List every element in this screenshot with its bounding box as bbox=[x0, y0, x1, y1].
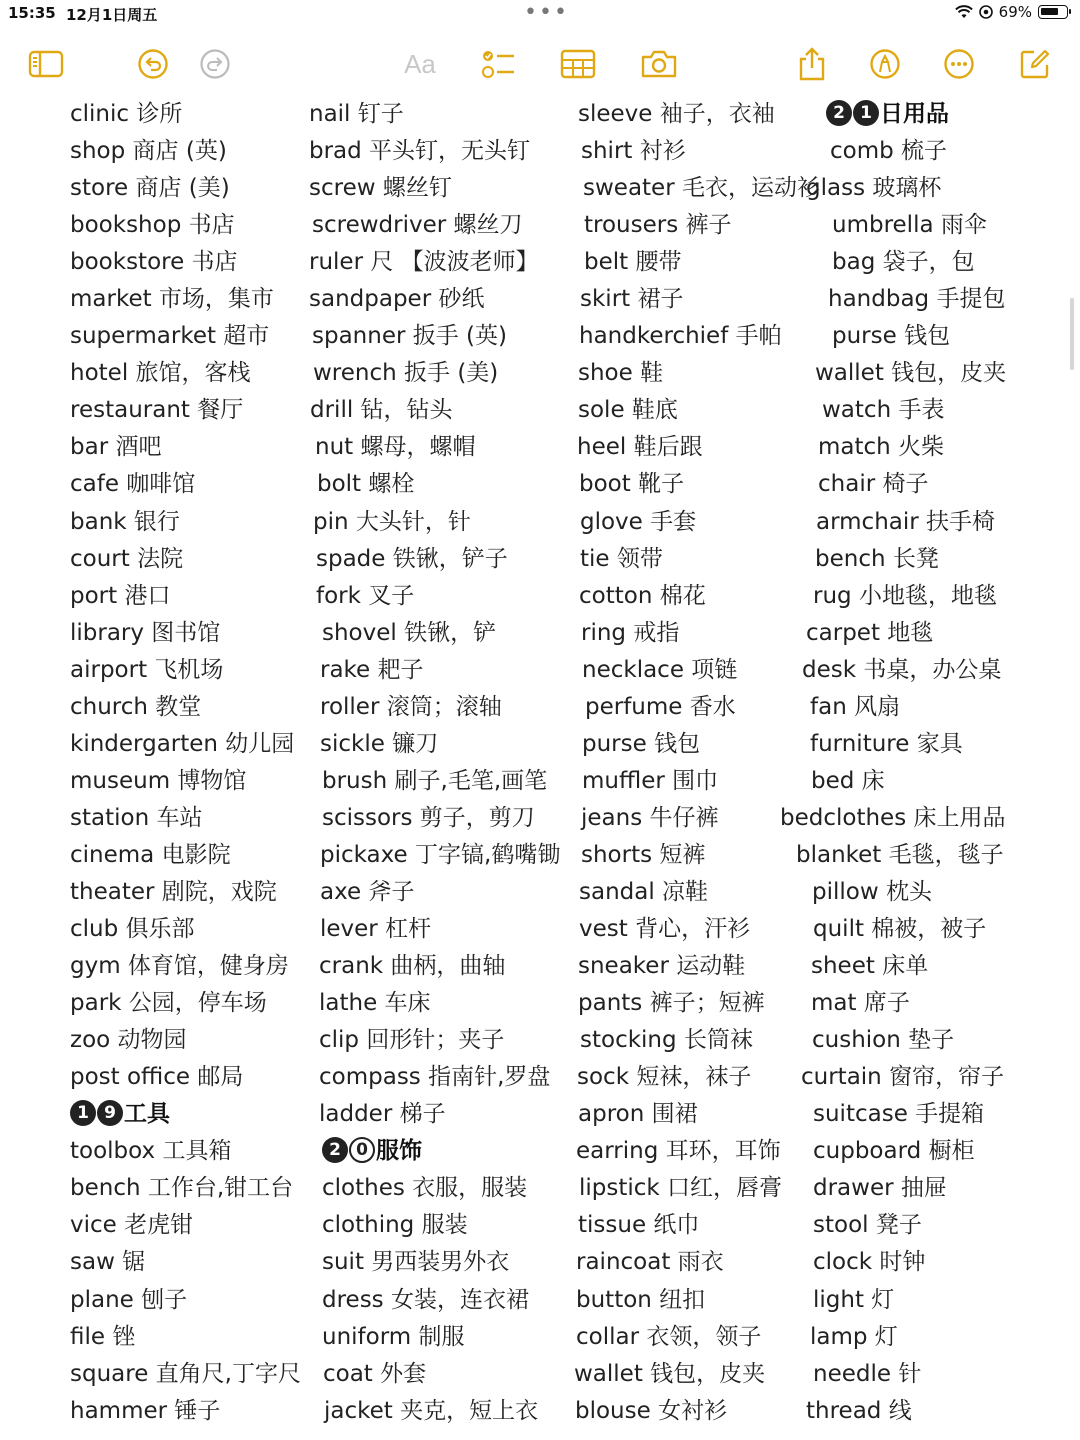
vocab-line: sheet 床单 bbox=[811, 953, 929, 980]
note-column-4 bbox=[780, 96, 1076, 1430]
vocab-line: museum 博物馆 bbox=[70, 767, 247, 794]
vocab-line: bolt 螺栓 bbox=[317, 471, 415, 498]
vocab-line: sandal 凉鞋 bbox=[579, 878, 709, 905]
vocab-line: wallet 钱包，皮夹 bbox=[815, 360, 1007, 387]
vocab-line: screw 螺丝钉 bbox=[309, 175, 452, 202]
vocab-line: button 纽扣 bbox=[576, 1286, 706, 1313]
vocab-line: shoe 鞋 bbox=[578, 360, 664, 387]
vocab-line: sneaker 运动鞋 bbox=[578, 953, 746, 980]
vocab-line: vest 背心，汗衫 bbox=[579, 916, 751, 943]
camera-button[interactable] bbox=[639, 44, 679, 84]
vocab-line: crank 曲柄，曲轴 bbox=[319, 953, 506, 980]
vocab-line: spade 铁锹，铲子 bbox=[316, 545, 508, 572]
section-heading-text: 日用品 bbox=[880, 101, 949, 127]
vocab-line: pin 大头针，针 bbox=[313, 508, 471, 535]
text-format-label: Aa bbox=[404, 48, 436, 79]
vocab-line: zoo 动物园 bbox=[70, 1027, 187, 1054]
vocab-line: file 锉 bbox=[70, 1323, 136, 1350]
vocab-line: kindergarten 幼儿园 bbox=[70, 730, 295, 757]
vocab-line: chair 椅子 bbox=[818, 471, 929, 498]
vocab-line: drill 钻，钻头 bbox=[310, 397, 453, 424]
vocab-line: bench 工作台,钳工台 bbox=[70, 1175, 294, 1202]
vocab-line: ring 戒指 bbox=[581, 619, 680, 646]
vocab-line: brush 刷子,毛笔,画笔 bbox=[322, 767, 548, 794]
vocab-line: cushion 垫子 bbox=[812, 1027, 955, 1054]
vocab-line: bedclothes 床上用品 bbox=[780, 804, 1006, 831]
vocab-line: handkerchief 手帕 bbox=[579, 323, 782, 350]
vocab-line: armchair 扶手椅 bbox=[816, 508, 996, 535]
vocab-line: bench 长凳 bbox=[815, 545, 939, 572]
vocab-line: clinic 诊所 bbox=[70, 101, 183, 127]
vocab-line: shirt 衬衫 bbox=[581, 138, 686, 165]
battery-fill bbox=[1041, 8, 1058, 15]
vocab-line: glass 玻璃杯 bbox=[806, 175, 942, 202]
vocab-line: restaurant 餐厅 bbox=[70, 397, 244, 424]
vocab-line: sleeve 袖子，衣袖 bbox=[578, 101, 775, 127]
vocab-line: court 法院 bbox=[70, 545, 184, 572]
checklist-icon bbox=[480, 48, 516, 80]
vocab-line: blanket 毛毯，毯子 bbox=[796, 841, 1004, 868]
vocab-line: wallet 钱包，皮夹 bbox=[574, 1360, 766, 1387]
vocab-line: gym 体育馆，健身房 bbox=[70, 953, 289, 980]
vocab-line: collar 衣领，领子 bbox=[576, 1323, 762, 1350]
vocab-line: wrench 扳手 (美) bbox=[313, 360, 499, 387]
vocab-line: purse 钱包 bbox=[832, 323, 951, 350]
vocab-line: jeans 牛仔裤 bbox=[581, 804, 719, 831]
vocab-line: fan 风扇 bbox=[810, 693, 901, 720]
section-number-badge: 1 bbox=[70, 1100, 96, 1126]
vocab-line: thread 线 bbox=[806, 1397, 912, 1424]
multitasking-dots-icon[interactable]: ••• bbox=[524, 0, 569, 25]
vocab-line: nail 钉子 bbox=[309, 101, 404, 127]
vocab-line: rake 耙子 bbox=[320, 656, 424, 683]
vocab-line: scissors 剪子，剪刀 bbox=[322, 804, 535, 831]
vocab-line: blouse 女衬衫 bbox=[575, 1397, 728, 1424]
vocab-line: market 市场，集市 bbox=[70, 286, 274, 313]
vocab-line: desk 书桌，办公桌 bbox=[802, 656, 1002, 683]
vocab-line: ladder 梯子 bbox=[319, 1101, 446, 1128]
vocab-line: carpet 地毯 bbox=[806, 619, 934, 646]
vocab-line: store 商店 (美) bbox=[70, 175, 230, 202]
vocab-line: spanner 扳手 (英) bbox=[312, 323, 508, 350]
vocab-line: roller 滚筒；滚轴 bbox=[320, 693, 502, 720]
vocab-line: suit 男西装男外衣 bbox=[322, 1249, 510, 1276]
vocab-line: cinema 电影院 bbox=[70, 841, 231, 868]
vocab-line: sickle 镰刀 bbox=[320, 730, 439, 757]
location-lock-icon bbox=[979, 5, 993, 19]
scrollbar[interactable] bbox=[1070, 298, 1074, 370]
vocab-line: watch 手表 bbox=[822, 397, 945, 424]
vocab-line: lever 杠杆 bbox=[320, 916, 432, 943]
vocab-line: bank 银行 bbox=[70, 508, 180, 535]
vocab-line: sole 鞋底 bbox=[578, 397, 678, 424]
vocab-line: trousers 裤子 bbox=[584, 212, 732, 239]
vocab-line: suitcase 手提箱 bbox=[813, 1101, 985, 1128]
vocab-line: fork 叉子 bbox=[316, 582, 415, 609]
section-heading bbox=[826, 96, 1076, 133]
compose-button[interactable] bbox=[1015, 44, 1055, 84]
markup-pen-icon bbox=[869, 48, 901, 80]
vocab-line: compass 指南针,罗盘 bbox=[319, 1064, 551, 1091]
vocab-line: theater 剧院，戏院 bbox=[70, 878, 277, 905]
vocab-line: perfume 香水 bbox=[585, 693, 736, 720]
vocab-line: nut 螺母，螺帽 bbox=[315, 434, 476, 461]
section-number-badge: 2 bbox=[322, 1137, 348, 1163]
vocab-line: ruler 尺 【波波老师】 bbox=[309, 249, 539, 276]
vocab-line: hammer 锤子 bbox=[70, 1397, 221, 1424]
redo-icon bbox=[199, 48, 231, 80]
section-number-badge: 1 bbox=[853, 100, 879, 126]
vocab-line: cupboard 橱柜 bbox=[813, 1138, 975, 1165]
vocab-line: rug 小地毯，地毯 bbox=[813, 582, 997, 609]
vocab-line: club 俱乐部 bbox=[70, 916, 195, 943]
vocab-line: shovel 铁锹，铲 bbox=[322, 619, 497, 646]
vocab-line: sweater 毛衣，运动衫 bbox=[583, 175, 820, 202]
vocab-line: handbag 手提包 bbox=[828, 286, 1006, 313]
vocab-line: clip 回形针；夹子 bbox=[319, 1027, 505, 1054]
vocab-line: glove 手套 bbox=[580, 508, 697, 535]
status-bar bbox=[0, 0, 1080, 28]
vocab-line: apron 围裙 bbox=[578, 1101, 698, 1128]
status-time: 15:35 bbox=[8, 4, 56, 22]
vocab-line: heel 鞋后跟 bbox=[577, 434, 703, 461]
vocab-line: pillow 枕头 bbox=[812, 878, 932, 905]
section-heading bbox=[70, 1096, 340, 1133]
vocab-line: clothes 衣服，服装 bbox=[322, 1175, 528, 1202]
notes-toolbar bbox=[0, 36, 1080, 88]
vocab-line: clothing 服装 bbox=[322, 1212, 468, 1239]
vocab-line: needle 针 bbox=[813, 1360, 922, 1387]
vocab-line: necklace 项链 bbox=[582, 656, 738, 683]
vocab-line: bookstore 书店 bbox=[70, 249, 238, 276]
undo-icon bbox=[137, 48, 169, 80]
vocab-line: stool 凳子 bbox=[813, 1212, 922, 1239]
vocab-line: clock 时钟 bbox=[813, 1249, 926, 1276]
vocab-line: lamp 灯 bbox=[810, 1323, 898, 1350]
section-heading-text: 服饰 bbox=[376, 1138, 422, 1165]
vocab-line: curtain 窗帘，帘子 bbox=[801, 1064, 1005, 1091]
vocab-line: dress 女装，连衣裙 bbox=[322, 1286, 529, 1313]
vocab-line: jacket 夹克，短上衣 bbox=[324, 1397, 539, 1424]
more-button[interactable] bbox=[939, 44, 979, 84]
vocab-line: screwdriver 螺丝刀 bbox=[312, 212, 523, 239]
vocab-line: airport 飞机场 bbox=[70, 656, 224, 683]
vocab-line: tie 领带 bbox=[580, 545, 663, 572]
vocab-line: cafe 咖啡馆 bbox=[70, 471, 196, 498]
vocab-line: toolbox 工具箱 bbox=[70, 1138, 232, 1165]
section-heading bbox=[322, 1133, 579, 1170]
vocab-line: muffler 围巾 bbox=[582, 767, 719, 794]
battery-icon bbox=[1038, 5, 1068, 19]
vocab-line: match 火柴 bbox=[818, 434, 945, 461]
vocab-line: lathe 车床 bbox=[319, 990, 431, 1017]
vocab-line: plane 刨子 bbox=[70, 1286, 188, 1313]
ellipsis-circle-icon bbox=[943, 48, 975, 80]
table-icon bbox=[560, 49, 596, 79]
vocab-line: light 灯 bbox=[813, 1286, 895, 1313]
vocab-line: sock 短袜，袜子 bbox=[577, 1064, 752, 1091]
status-date: 12月1日周五 bbox=[66, 6, 158, 24]
vocab-line: boot 靴子 bbox=[579, 471, 685, 498]
vocab-line: coat 外套 bbox=[323, 1360, 427, 1387]
note-column-1 bbox=[70, 96, 340, 1430]
compose-icon bbox=[1019, 48, 1051, 80]
vocab-line: lipstick 口红，唇膏 bbox=[579, 1175, 783, 1202]
vocab-line: post office 邮局 bbox=[70, 1064, 244, 1091]
vocab-line: raincoat 雨衣 bbox=[576, 1249, 724, 1276]
text-format-button[interactable] bbox=[400, 44, 440, 84]
vocab-line: hotel 旅馆，客栈 bbox=[70, 360, 251, 387]
vocab-line: port 港口 bbox=[70, 582, 171, 609]
vocab-line: square 直角尺,丁字尺 bbox=[70, 1360, 301, 1387]
vocab-line: station 车站 bbox=[70, 804, 203, 831]
checklist-button[interactable] bbox=[478, 44, 518, 84]
vocab-line: shop 商店 (英) bbox=[70, 138, 227, 165]
section-number-badge: 9 bbox=[97, 1100, 123, 1126]
vocab-line: comb 梳子 bbox=[830, 138, 948, 165]
vocab-line: quilt 棉被，被子 bbox=[813, 916, 987, 943]
vocab-line: skirt 裙子 bbox=[580, 286, 684, 313]
vocab-line: pants 裤子；短裤 bbox=[578, 990, 765, 1017]
share-icon bbox=[797, 47, 827, 81]
vocab-line: bed 床 bbox=[811, 767, 885, 794]
sidebar-toggle-button[interactable] bbox=[26, 44, 66, 84]
markup-button[interactable] bbox=[865, 44, 905, 84]
battery-percent: 69% bbox=[998, 3, 1032, 21]
section-heading-text: 工具 bbox=[124, 1101, 170, 1128]
table-button[interactable] bbox=[558, 44, 598, 84]
vocab-line: earring 耳环，耳饰 bbox=[576, 1138, 781, 1165]
vocab-line: drawer 抽屉 bbox=[813, 1175, 947, 1202]
sidebar-icon bbox=[28, 50, 64, 78]
vocab-line: belt 腰带 bbox=[584, 249, 682, 276]
vocab-line: supermarket 超市 bbox=[70, 323, 270, 350]
vocab-line: axe 斧子 bbox=[320, 878, 415, 905]
undo-button[interactable] bbox=[133, 44, 173, 84]
vocab-line: purse 钱包 bbox=[582, 730, 701, 757]
vocab-line: sandpaper 砂纸 bbox=[309, 286, 485, 313]
share-button[interactable] bbox=[792, 44, 832, 84]
vocab-line: cotton 棉花 bbox=[579, 582, 706, 609]
section-number-badge: 0 bbox=[349, 1137, 375, 1163]
vocab-line: library 图书馆 bbox=[70, 619, 221, 646]
vocab-line: vice 老虎钳 bbox=[70, 1212, 194, 1239]
vocab-line: brad 平头钉，无头钉 bbox=[309, 138, 531, 165]
wifi-icon bbox=[955, 5, 973, 19]
section-number-badge: 2 bbox=[826, 100, 852, 126]
vocab-line: bar 酒吧 bbox=[70, 434, 162, 461]
vocab-line: bookshop 书店 bbox=[70, 212, 235, 239]
vocab-line: saw 锯 bbox=[70, 1249, 146, 1276]
vocab-line: umbrella 雨伞 bbox=[832, 212, 987, 239]
note-column-2 bbox=[309, 96, 579, 1430]
vocab-line: shorts 短裤 bbox=[581, 841, 706, 868]
vocab-line: furniture 家具 bbox=[810, 730, 963, 757]
vocab-line: church 教堂 bbox=[70, 693, 202, 720]
vocab-line: park 公园，停车场 bbox=[70, 990, 267, 1017]
vocab-line: uniform 制服 bbox=[322, 1323, 465, 1350]
vocab-line: tissue 纸巾 bbox=[578, 1212, 700, 1239]
redo-button[interactable] bbox=[195, 44, 235, 84]
vocab-line: mat 席子 bbox=[811, 990, 910, 1017]
vocab-line: bag 袋子，包 bbox=[832, 249, 975, 276]
vocab-line: stocking 长筒袜 bbox=[580, 1027, 753, 1054]
vocab-line: pickaxe 丁字镐,鹤嘴锄 bbox=[320, 841, 561, 868]
camera-icon bbox=[640, 49, 678, 79]
